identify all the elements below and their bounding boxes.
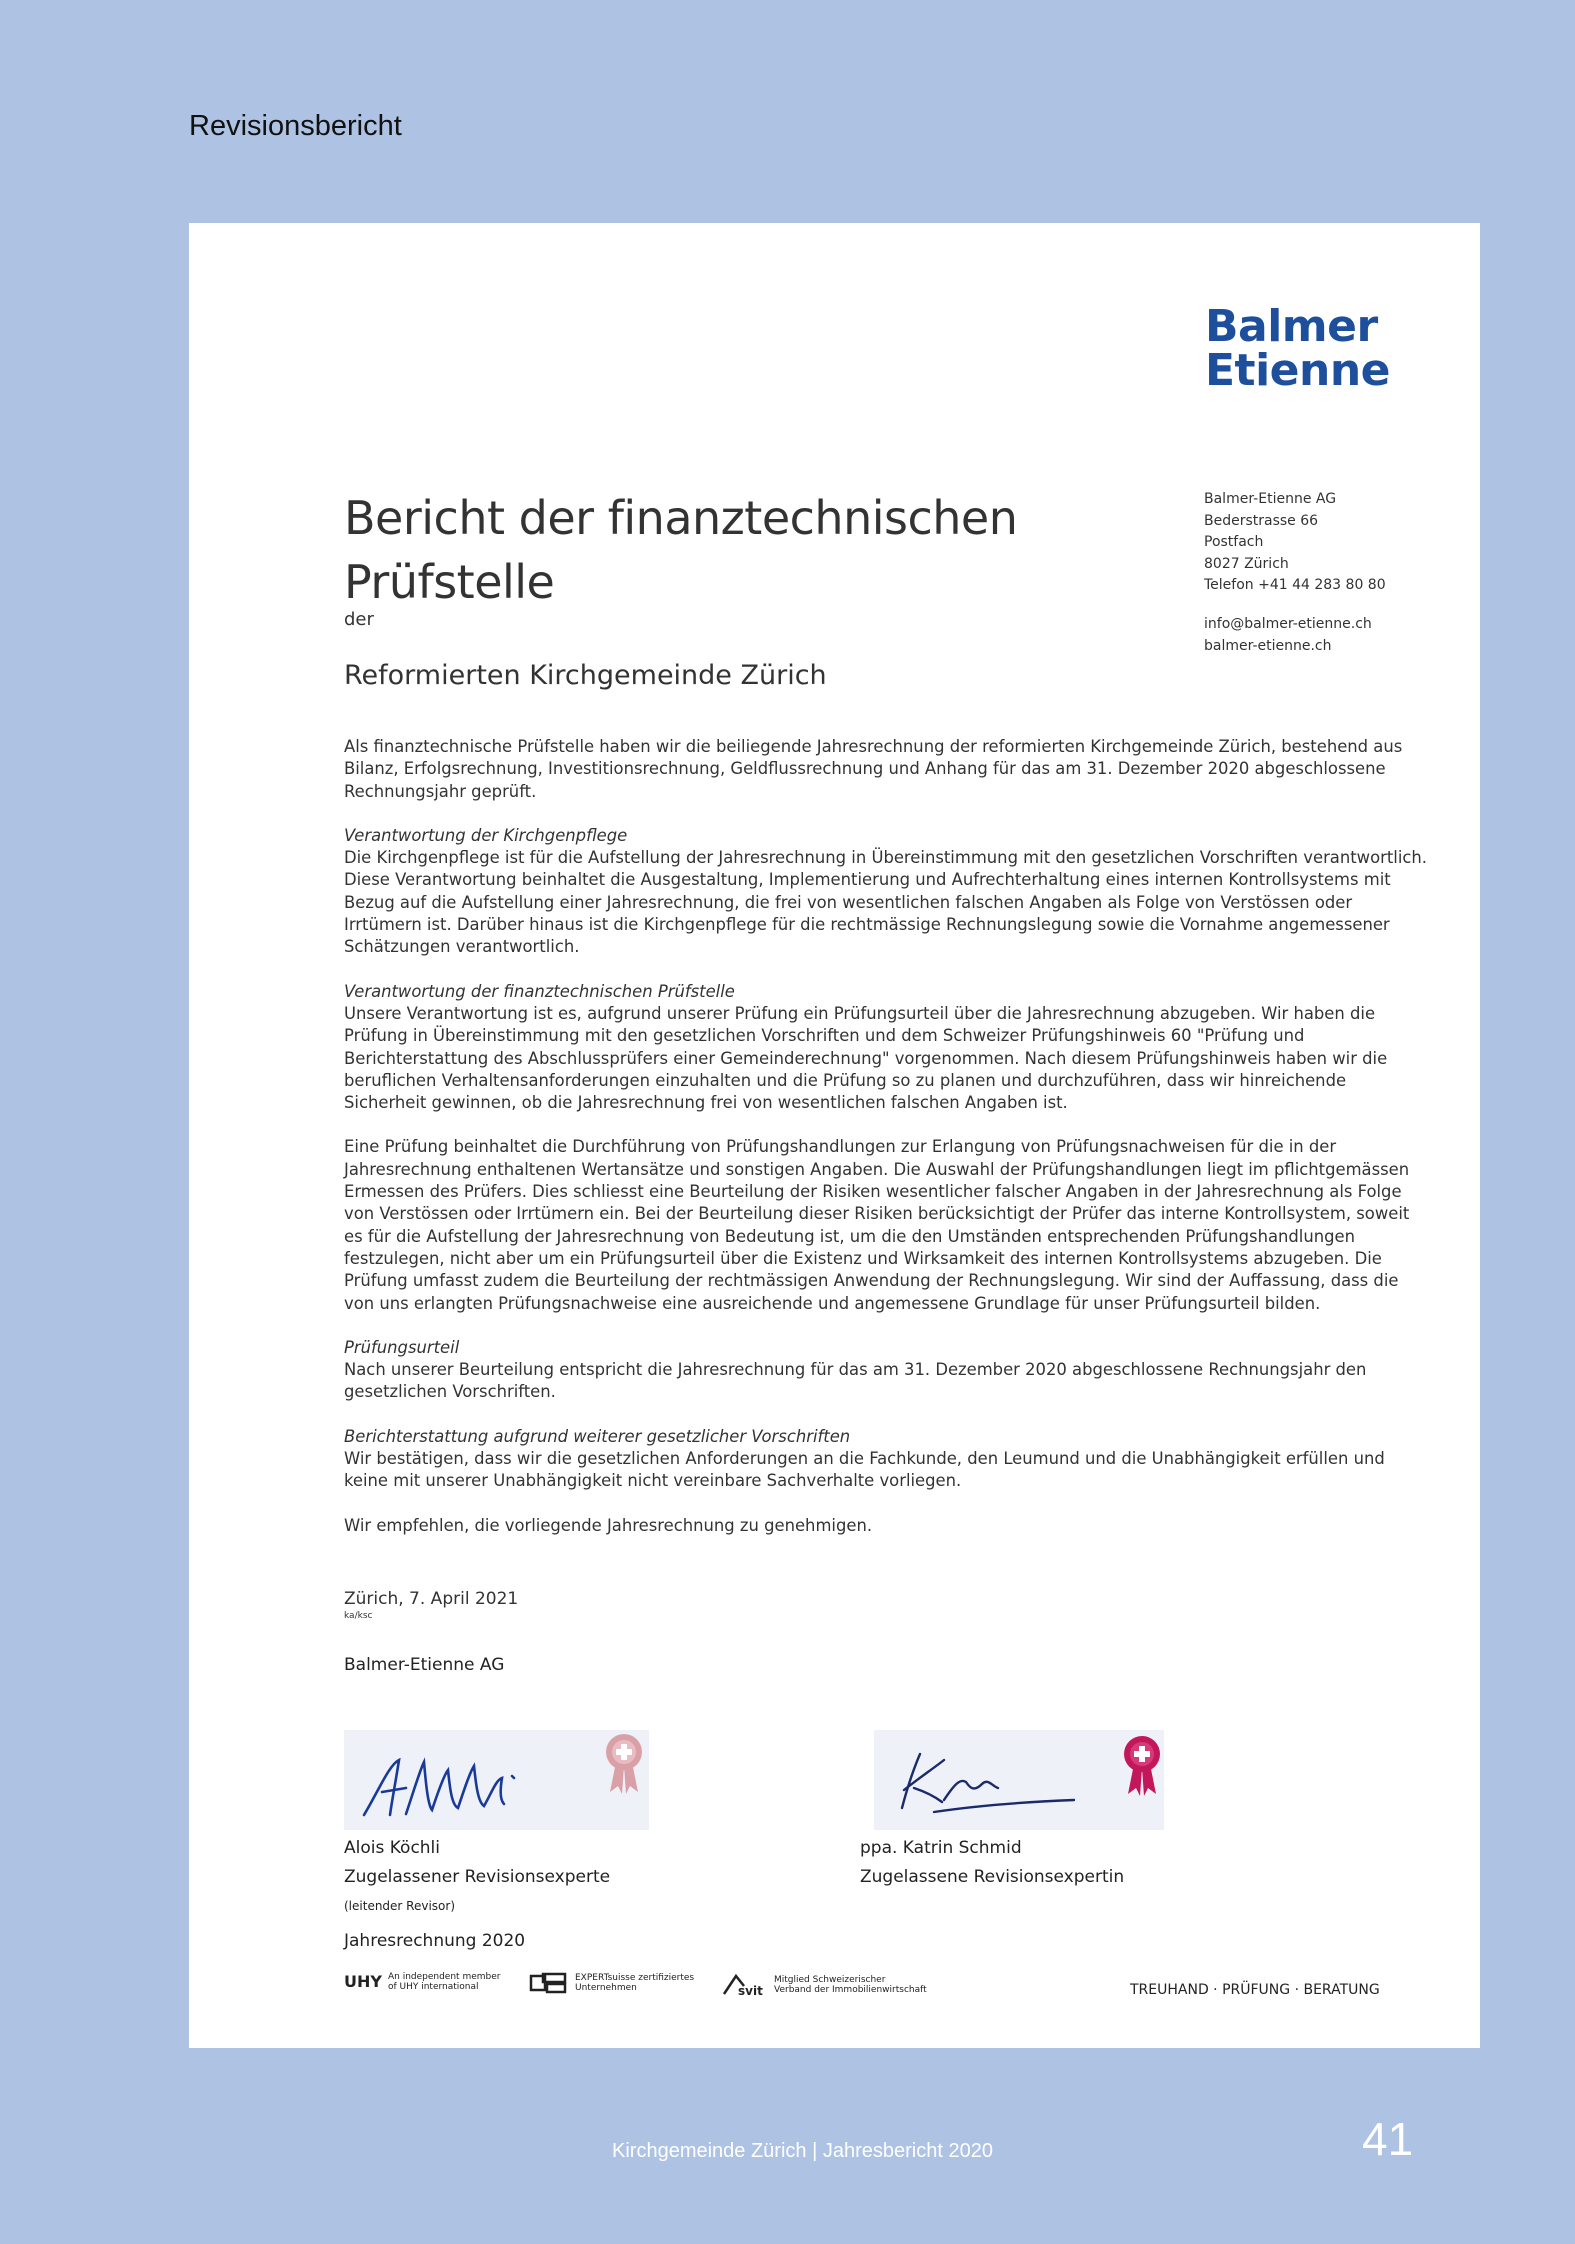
section-responsibility-board: [344, 825, 1429, 959]
page-number: 41: [1362, 2113, 1414, 2165]
section-text: Wir bestätigen, dass wir die gesetzlichen Anforderungen an die Fachkunde, den Leumund und die Unabhängigkeit erfüllen und keine mit unserer Unabhängigkeit nicht vereinbare Sachverhalte vorliegen.: [344, 1449, 1385, 1491]
company-tagline: TREUHAND · PRÜFUNG · BERATUNG: [1130, 1982, 1380, 1998]
signer-1: [344, 1834, 610, 1920]
address-street: Bederstrasse 66: [1204, 512, 1319, 529]
signer-role: Zugelassener Revisionsexperte: [344, 1867, 611, 1887]
address-company: Balmer-Etienne AG: [1204, 491, 1337, 507]
membership-uhy: [344, 1972, 500, 1992]
intro-paragraph: Als finanztechnische Prüfstelle haben wir die beiliegende Jahresrechnung der reformierten Kirchgemeinde Zürich, bestehend aus Bilanz, Erfolgsrechnung, Investitionsrechnung, Geldflussrechnung und Anhang für das am 31. Dezember 2020 abgeschlossene Rechnungsjahr geprüft.: [344, 737, 1403, 801]
membership-expertsuisse: [529, 1972, 694, 1994]
report-title-line-2: Prüfstelle: [344, 555, 555, 609]
section-heading: Verantwortung der Kirchgenpflege: [344, 825, 628, 845]
membership-text: EXPERTsuisse zertifiziertes: [575, 1973, 695, 1983]
membership-text: Verband der Immobilienwirtschaft: [774, 1985, 927, 1995]
section-text: Die Kirchgenpflege ist für die Aufstellung der Jahresrechnung in Übereinstimmung mit den gesetzlichen Vorschriften verantwortlich. Diese Verantwortung beinhaltet die Ausgestaltung, Implementierung und Aufrechterhaltung eines internen Kontrollsystems mit Bezug auf die Aufstellung einer Jahresrechnung, die frei von wesentlichen falschen Angaben als Folge von Verstössen oder Irrtümern ist. Darüber hinaus ist die Kirchgenpflege für die rechtmässige Rechnungslegung sowie die Vornahme angemessener Schätzungen verantwortlich.: [344, 848, 1427, 957]
section-heading: Prüfungsurteil: [344, 1337, 460, 1357]
section-audit-scope: [344, 1136, 1429, 1314]
signature-2: [874, 1730, 1164, 1830]
membership-svit: [722, 1972, 927, 1998]
signer-name: Alois Köchli: [344, 1838, 441, 1858]
signer-note: (leitender Revisor): [344, 1899, 455, 1913]
expertsuisse-logo: [529, 1972, 569, 1994]
membership-text: Unternehmen: [575, 1983, 637, 1993]
address-email: info@balmer-etienne.ch: [1204, 615, 1372, 632]
place-date: Zürich, 7. April 2021: [344, 1589, 519, 1609]
svit-logo: [722, 1972, 768, 1998]
seal-icon: [1122, 1734, 1162, 1798]
recommendation: Wir empfehlen, die vorliegende Jahresrechnung zu genehmigen.: [344, 1515, 873, 1535]
section-further-reporting: [344, 1426, 1429, 1493]
letter-body: [344, 736, 1429, 1559]
membership-text: of UHY international: [387, 1982, 479, 1992]
section-heading: Verantwortung der finanztechnischen Prüfstelle: [344, 981, 735, 1001]
section-text: Nach unserer Beurteilung entspricht die Jahresrechnung für das am 31. Dezember 2020 abgeschlossene Rechnungsjahr den gesetzlichen Vorschriften.: [344, 1360, 1367, 1402]
company-logo: [1205, 301, 1391, 396]
signing-company: Balmer-Etienne AG: [344, 1655, 505, 1675]
section-text: Eine Prüfung beinhaltet die Durchführung von Prüfungshandlungen zur Erlangung von Prüfungsnachweisen für die in der Jahresrechnung enthaltenen Wertansätze und sonstigen Angaben. Die Auswahl der Prüfungshandlungen liegt im pflichtgemässen Ermessen des Prüfers. Dies schliesst eine Beurteilung der Risiken wesentlicher falscher Angaben in der Jahresrechnung als Folge von Verstössen oder Irrtümern ein. Bei der Beurteilung dieser Risiken berücksichtigt der Prüfer das interne Kontrollsystem, soweit es für die Aufstellung der Jahresrechnung von Bedeutung ist, um die den Umständen entsprechenden Prüfungshandlungen festzulegen, nicht aber um ein Prüfungsurteil über die Existenz und Wirksamkeit des internen Kontrollsystems abzugeben. Die Prüfung umfasst zudem die Beurteilung der rechtmässigen Anwendung der Rechnungslegung. Wir sind der Auffassung, dass die von uns erlangten Prüfungsnachweise eine ausreichende und angemessene Grundlage für unser Prüfungsurteil bilden.: [344, 1137, 1410, 1313]
logo-line-1: Balmer: [1205, 301, 1378, 352]
address-web: balmer-etienne.ch: [1204, 637, 1332, 654]
section-audit-opinion: [344, 1337, 1429, 1404]
sender-address: [1204, 489, 1386, 657]
signer-role: Zugelassene Revisionsexpertin: [860, 1867, 1125, 1887]
seal-icon: [604, 1732, 644, 1796]
address-phone: Telefon +41 44 283 80 80: [1204, 577, 1386, 594]
address-city: 8027 Zürich: [1204, 555, 1289, 572]
report-title-line-1: Bericht der finanztechnischen: [344, 491, 1018, 545]
title-connector: der: [344, 609, 374, 630]
signature-1: [344, 1730, 649, 1830]
recipient: Reformierten Kirchgemeinde Zürich: [344, 660, 827, 691]
place-date-block: [344, 1589, 518, 1621]
svg-text:svit: svit: [738, 1984, 763, 1998]
address-postbox: Postfach: [1204, 534, 1264, 551]
section-heading: Berichterstattung aufgrund weiterer gesetzlicher Vorschriften: [344, 1426, 851, 1446]
page-footer: Kirchgemeinde Zürich | Jahresbericht 2020: [612, 2140, 993, 2162]
section-responsibility-auditor: [344, 981, 1429, 1115]
logo-line-2: Etienne: [1205, 345, 1391, 396]
membership-text: Mitglied Schweizerischer: [774, 1975, 886, 1985]
section-title: Revisionsbericht: [189, 110, 402, 142]
uhy-logo: UHY: [344, 1972, 382, 1991]
signer-name: ppa. Katrin Schmid: [860, 1838, 1022, 1858]
section-text: Unsere Verantwortung ist es, aufgrund unserer Prüfung ein Prüfungsurteil über die Jahresrechnung abzugeben. Wir haben die Prüfung in Übereinstimmung mit den gesetzlichen Vorschriften und dem Schweizer Prüfungshinweis 60 "Prüfung und Berichterstattung des Abschlussprüfers einer Gemeinderechnung" vorgenommen. Nach diesem Prüfungshinweis haben wir die beruflichen Verhaltensanforderungen einzuhalten und die Prüfung so zu planen und durchzuführen, dass wir hinreichende Sicherheit gewinnen, ob die Jahresrechnung frei von wesentlichen falschen Angaben ist.: [344, 1003, 1388, 1113]
initials: ka/ksc: [344, 1611, 373, 1621]
report-title: [344, 486, 1017, 614]
membership-text: An independent member: [387, 1972, 501, 1982]
enclosure: Jahresrechnung 2020: [344, 1931, 526, 1951]
signer-2: [860, 1834, 1124, 1892]
